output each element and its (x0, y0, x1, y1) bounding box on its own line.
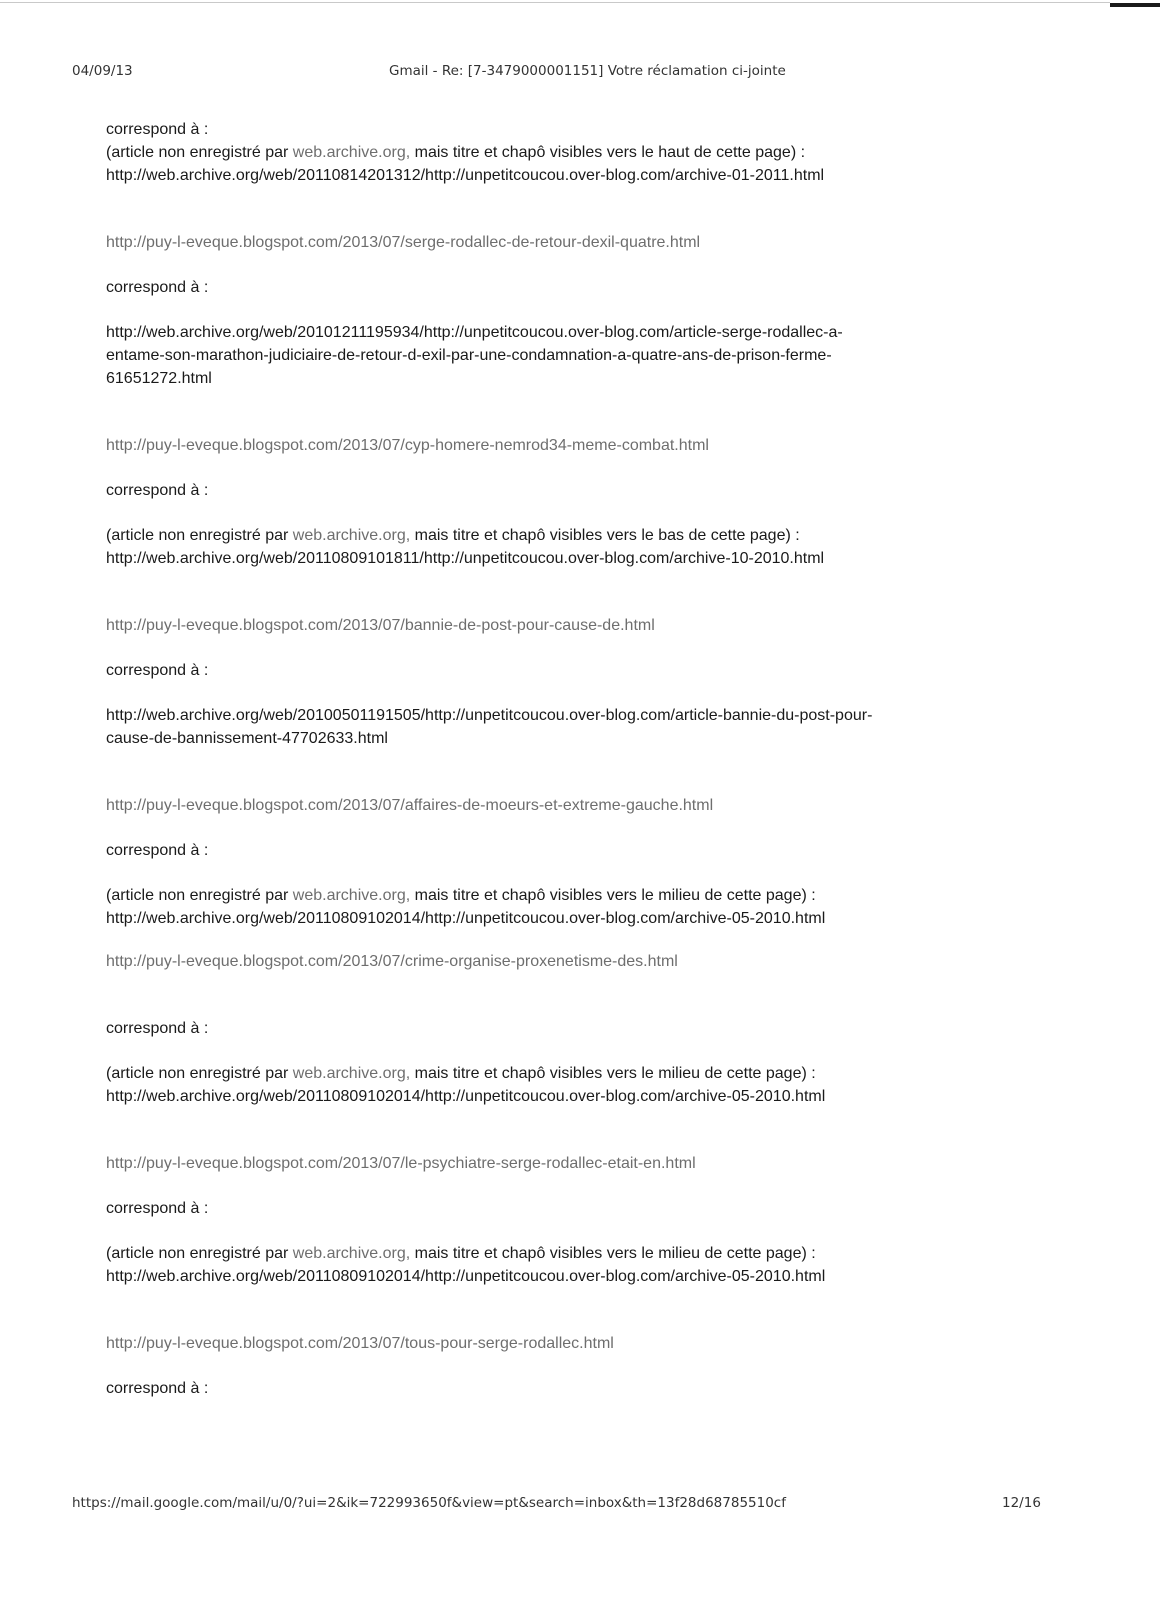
scan-line (0, 2, 1110, 3)
scan-mark (1110, 3, 1160, 7)
print-header (0, 63, 1163, 83)
archive-link-line[interactable]: cause-de-bannissement-47702633.html (106, 730, 388, 747)
article-note-prefix: (article non enregistré par (106, 527, 289, 544)
archive-link[interactable]: http://web.archive.org/web/20110809102014/http://unpetitcoucou.over-blog.com/archive-05-2010.html (106, 910, 826, 927)
archive-site-link[interactable]: web.archive.org, (292, 1245, 411, 1262)
article-note (106, 524, 1036, 547)
archive-site-link[interactable]: web.archive.org, (292, 887, 411, 904)
archive-link[interactable]: http://web.archive.org/web/20110814201312/http://unpetitcoucou.over-blog.com/archive-01-2011.html (106, 167, 825, 184)
article-note-prefix: (article non enregistré par (106, 1065, 289, 1082)
blog-link[interactable]: http://puy-l-eveque.blogspot.com/2013/07/tous-pour-serge-rodallec.html (106, 1335, 614, 1352)
article-note (106, 1242, 1036, 1265)
print-footer (0, 1495, 1163, 1515)
scan-border (0, 0, 1163, 8)
article-note-position: mais titre et chapô visibles vers le milieu de cette page) : (414, 1245, 816, 1262)
archive-link-line[interactable]: 61651272.html (106, 370, 212, 387)
article-note-prefix: (article non enregistré par (106, 144, 289, 161)
archive-link[interactable]: http://web.archive.org/web/20110809101811/http://unpetitcoucou.over-blog.com/archive-10-2010.html (106, 550, 825, 567)
blog-link[interactable]: http://puy-l-eveque.blogspot.com/2013/07/serge-rodallec-de-retour-dexil-quatre.html (106, 234, 701, 251)
article-note-position: mais titre et chapô visibles vers le haut de cette page) : (414, 144, 806, 161)
email-subject: Gmail - Re: [7-3479000001151] Votre réclamation ci-jointe (389, 63, 786, 79)
archive-link-line[interactable]: http://web.archive.org/web/20101211195934/http://unpetitcoucou.over-blog.com/article-serge-rodallec-a- (106, 324, 843, 341)
page-number: 12/16 (1002, 1495, 1041, 1511)
blog-link[interactable]: http://puy-l-eveque.blogspot.com/2013/07/cyp-homere-nemrod34-meme-combat.html (106, 437, 709, 454)
article-note (106, 141, 1036, 164)
article-note-prefix: (article non enregistré par (106, 887, 289, 904)
correspond-label: correspond à : (106, 121, 209, 138)
email-body (106, 118, 1036, 1400)
correspond-label: correspond à : (106, 1200, 209, 1217)
article-note-position: mais titre et chapô visibles vers le milieu de cette page) : (414, 887, 816, 904)
archive-site-link[interactable]: web.archive.org, (292, 144, 411, 161)
article-note (106, 1062, 1036, 1085)
archive-link-line[interactable]: entame-son-marathon-judiciaire-de-retour-d-exil-par-une-condamnation-a-quatre-ans-de-prison-ferme- (106, 347, 832, 364)
correspond-label: correspond à : (106, 482, 209, 499)
correspond-label: correspond à : (106, 662, 209, 679)
correspond-label: correspond à : (106, 842, 209, 859)
archive-site-link[interactable]: web.archive.org, (292, 527, 411, 544)
article-note-prefix: (article non enregistré par (106, 1245, 289, 1262)
footer-url: https://mail.google.com/mail/u/0/?ui=2&ik=722993650f&view=pt&search=inbox&th=13f28d68785510cf (72, 1495, 786, 1511)
archive-link-line[interactable]: http://web.archive.org/web/20100501191505/http://unpetitcoucou.over-blog.com/article-bannie-du-post-pour- (106, 707, 873, 724)
article-note-position: mais titre et chapô visibles vers le bas de cette page) : (414, 527, 800, 544)
archive-site-link[interactable]: web.archive.org, (292, 1065, 411, 1082)
article-note (106, 884, 1036, 907)
blog-link[interactable]: http://puy-l-eveque.blogspot.com/2013/07/bannie-de-post-pour-cause-de.html (106, 617, 655, 634)
archive-link[interactable]: http://web.archive.org/web/20110809102014/http://unpetitcoucou.over-blog.com/archive-05-2010.html (106, 1268, 826, 1285)
blog-link[interactable]: http://puy-l-eveque.blogspot.com/2013/07/crime-organise-proxenetisme-des.html (106, 953, 678, 970)
blog-link[interactable]: http://puy-l-eveque.blogspot.com/2013/07/affaires-de-moeurs-et-extreme-gauche.html (106, 797, 714, 814)
correspond-label: correspond à : (106, 1380, 209, 1397)
archive-link[interactable]: http://web.archive.org/web/20110809102014/http://unpetitcoucou.over-blog.com/archive-05-2010.html (106, 1088, 826, 1105)
blog-link[interactable]: http://puy-l-eveque.blogspot.com/2013/07/le-psychiatre-serge-rodallec-etait-en.html (106, 1155, 696, 1172)
correspond-label: correspond à : (106, 1020, 209, 1037)
article-note-position: mais titre et chapô visibles vers le milieu de cette page) : (414, 1065, 816, 1082)
print-date: 04/09/13 (72, 63, 133, 79)
correspond-label: correspond à : (106, 279, 209, 296)
